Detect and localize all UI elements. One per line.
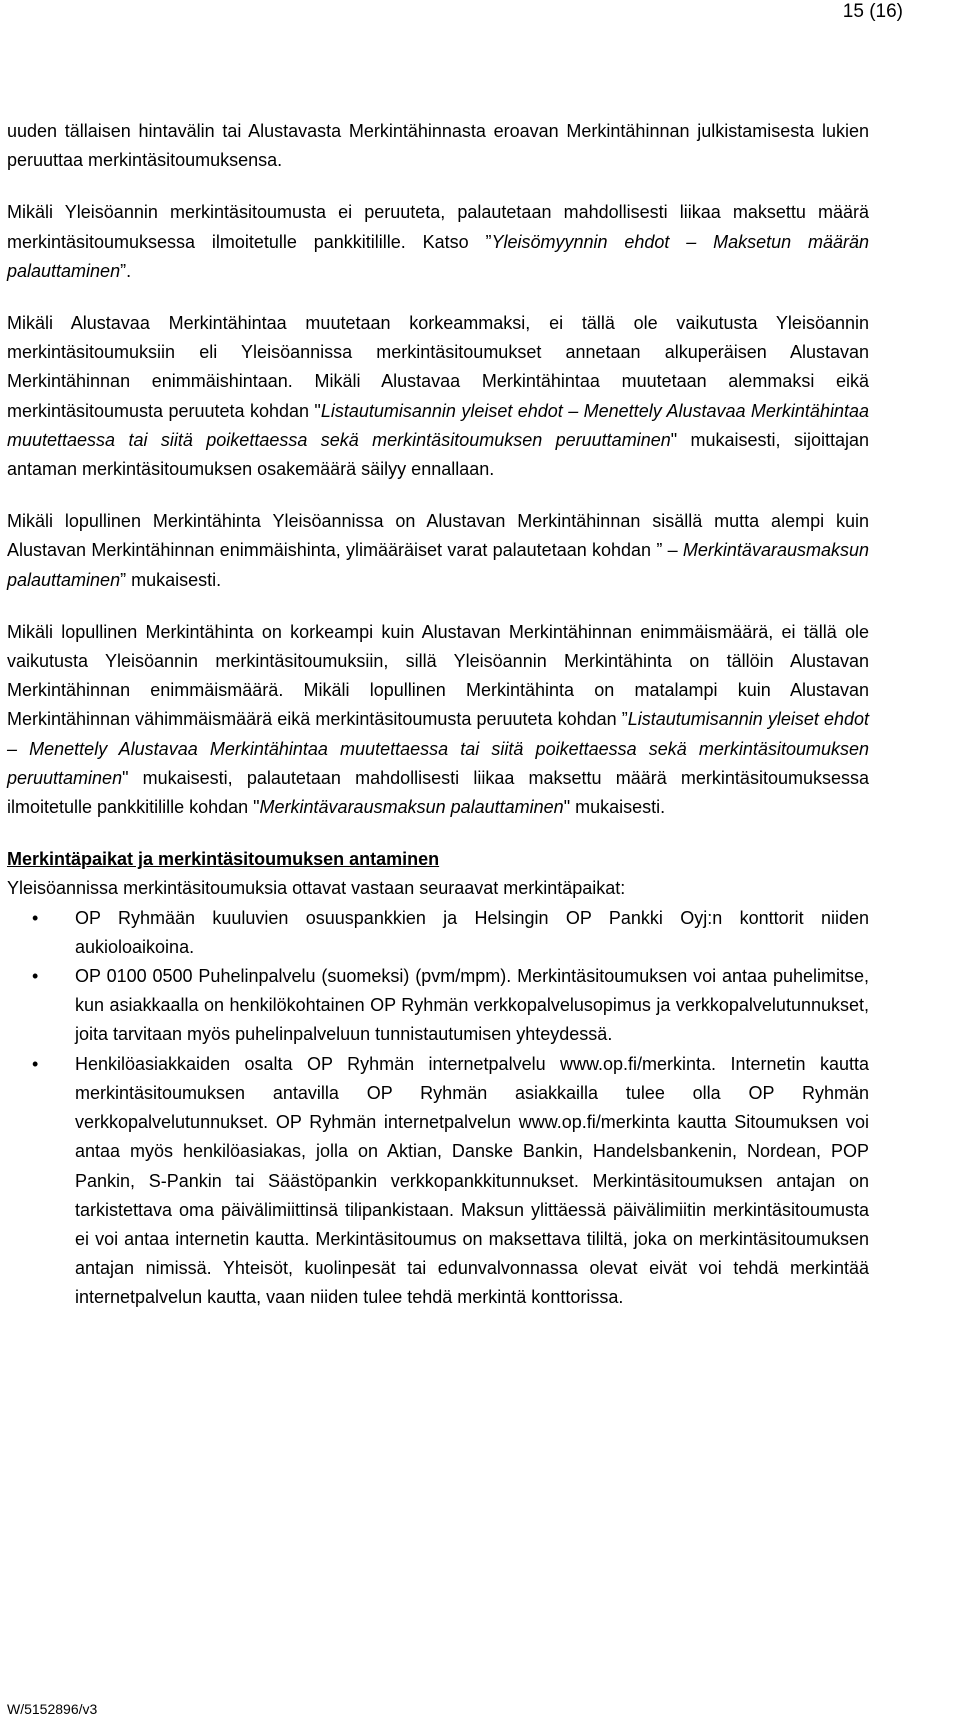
bullet-icon: •	[32, 966, 39, 987]
list-item	[7, 1050, 869, 1313]
paragraph-text: Mikäli Alustavaa Merkintähintaa muutetaan korkeammaksi, ei tällä ole vaikutusta Yleisöannin merkintäsitoumuksiin eli Yleisöannissa merkintäsitoumukset annetaan alkuperäisen Alustavan Merkintähinnan enimmäishintaan. Mikäli Alustavaa Merkintähintaa muutetaan alemmaksi eikä merkintäsitoumusta peruuteta kohdan "	[7, 313, 869, 421]
paragraph-text: Mikäli Yleisöannin merkintäsitoumusta ei peruuteta, palautetaan mahdollisesti liikaa maksettu määrä merkintäsitoumuksessa ilmoitetulle pankkitilille. Katso ”	[7, 202, 869, 252]
paragraph-text: ”.	[120, 260, 132, 281]
list-item	[7, 962, 869, 1050]
list-item	[7, 904, 869, 962]
list-item-text: OP Ryhmään kuuluvien osuuspankkien ja Helsingin OP Pankki Oyj:n konttorit niiden aukioloaikoina.	[75, 907, 869, 957]
list-item-text: OP 0100 0500 Puhelinpalvelu (suomeksi) (pvm/mpm). Merkintäsitoumuksen voi antaa puhelimitse, kun asiakkaalla on henkilökohtainen OP Ryhmän verkkopalvelusopimus ja verkkopalvelutunnukset, joita tarvitaan myös puhelinpalveluun tunnistautumisen yhteydessä.	[75, 966, 869, 1045]
section-heading: Merkintäpaikat ja merkintäsitoumuksen antaminen	[7, 849, 440, 870]
paragraph	[7, 507, 869, 595]
paragraph-text: " mukaisesti, palautetaan mahdollisesti liikaa maksettu määrä merkintäsitoumuksessa ilmoitetulle pankkitilille kohdan "	[7, 767, 869, 818]
italic-reference: Listautumisannin yleiset ehdot – Menettely Alustavaa Merkintähintaa muutettaessa tai siitä poikettaessa sekä merkintäsitoumuksen peruuttaminen	[7, 709, 869, 788]
italic-reference: Listautumisannin yleiset ehdot – Menettely Alustavaa Merkintähintaa muutettaessa tai siitä poikettaessa sekä merkintäsitoumuksen peruuttaminen	[7, 400, 869, 450]
section-merkintapaikat	[7, 845, 869, 1312]
bullet-list	[7, 904, 869, 1313]
paragraph	[7, 117, 869, 175]
paragraph-text: ” mukaisesti.	[120, 569, 222, 590]
italic-reference: Yleisömyynnin ehdot – Maksetun määrän palauttaminen	[7, 231, 869, 281]
paragraph-text: " mukaisesti, sijoittajan antaman merkintäsitoumuksen osakemäärä säilyy ennallaan.	[7, 429, 869, 480]
paragraphs	[7, 117, 869, 822]
list-item-text: Henkilöasiakkaiden osalta OP Ryhmän internetpalvelu www.op.fi/merkinta. Internetin kautta merkintäsitoumuksen antavilla OP Ryhmän asiakkailla tulee olla OP Ryhmän verkkopalvelutunnukset. OP Ryhmän internetpalvelun www.op.fi/merkinta kautta Sitoumuksen voi antaa myös henkilöasiakas, jolla on Aktian, Danske Bankin, Handelsbankenin, Nordean, POP Pankin, S-Pankin tai Säästöpankin verkkopankkitunnukset. Merkintäsitoumuksen antajan on tarkistettava oma päivälimiittinsä tilipankistaan. Maksun ylittäessä päivälimiitin merkintäsitoumusta ei voi antaa internetin kautta. Merkintäsitoumus on maksettava tililtä, joka on merkintäsitoumuksen antajan nimissä. Yhteisöt, kuolinpesät tai edunvalvonnassa olevat eivät voi tehdä merkintää internetpalvelun kautta, vaan niiden tulee tehdä merkintä konttorissa.	[75, 1053, 869, 1308]
page-number: 15 (16)	[842, 1, 903, 22]
document-body	[7, 117, 869, 1313]
paragraph	[7, 198, 869, 286]
paragraph-text: " mukaisesti.	[563, 797, 666, 818]
document-reference: W/5152896/v3	[7, 1701, 98, 1717]
italic-reference: Merkintävarausmaksun palauttaminen	[259, 797, 564, 818]
paragraph-text: uuden tällaisen hintavälin tai Alustavasta Merkintähinnasta eroavan Merkintähinnan julkistamisesta lukien peruuttaa merkintäsitoumuksensa.	[7, 121, 869, 171]
paragraph-text: Mikäli lopullinen Merkintähinta Yleisöannissa on Alustavan Merkintähinnan sisällä mutta alempi kuin Alustavan Merkintähinnan enimmäishinta, ylimääräiset varat palautetaan kohdan ” –	[7, 511, 869, 561]
paragraph	[7, 618, 869, 822]
bullet-icon: •	[32, 907, 39, 928]
section-intro: Yleisöannissa merkintäsitoumuksia ottavat vastaan seuraavat merkintäpaikat:	[7, 878, 626, 899]
italic-reference: Merkintävarausmaksun palauttaminen	[7, 540, 869, 590]
bullet-icon: •	[32, 1053, 39, 1074]
paragraph	[7, 309, 869, 484]
paragraph-text: Mikäli lopullinen Merkintähinta on korkeampi kuin Alustavan Merkintähinnan enimmäismäärä, ei tällä ole vaikutusta Yleisöannin merkintäsitoumuksiin, sillä Yleisöannin Merkintähinta on tällöin Alustavan Merkintähinnan enimmäismäärä. Mikäli lopullinen Merkintähinta on matalampi kuin Alustavan Merkintähinnan vähimmäismäärä eikä merkintäsitoumusta peruuteta kohdan ”	[7, 621, 869, 730]
